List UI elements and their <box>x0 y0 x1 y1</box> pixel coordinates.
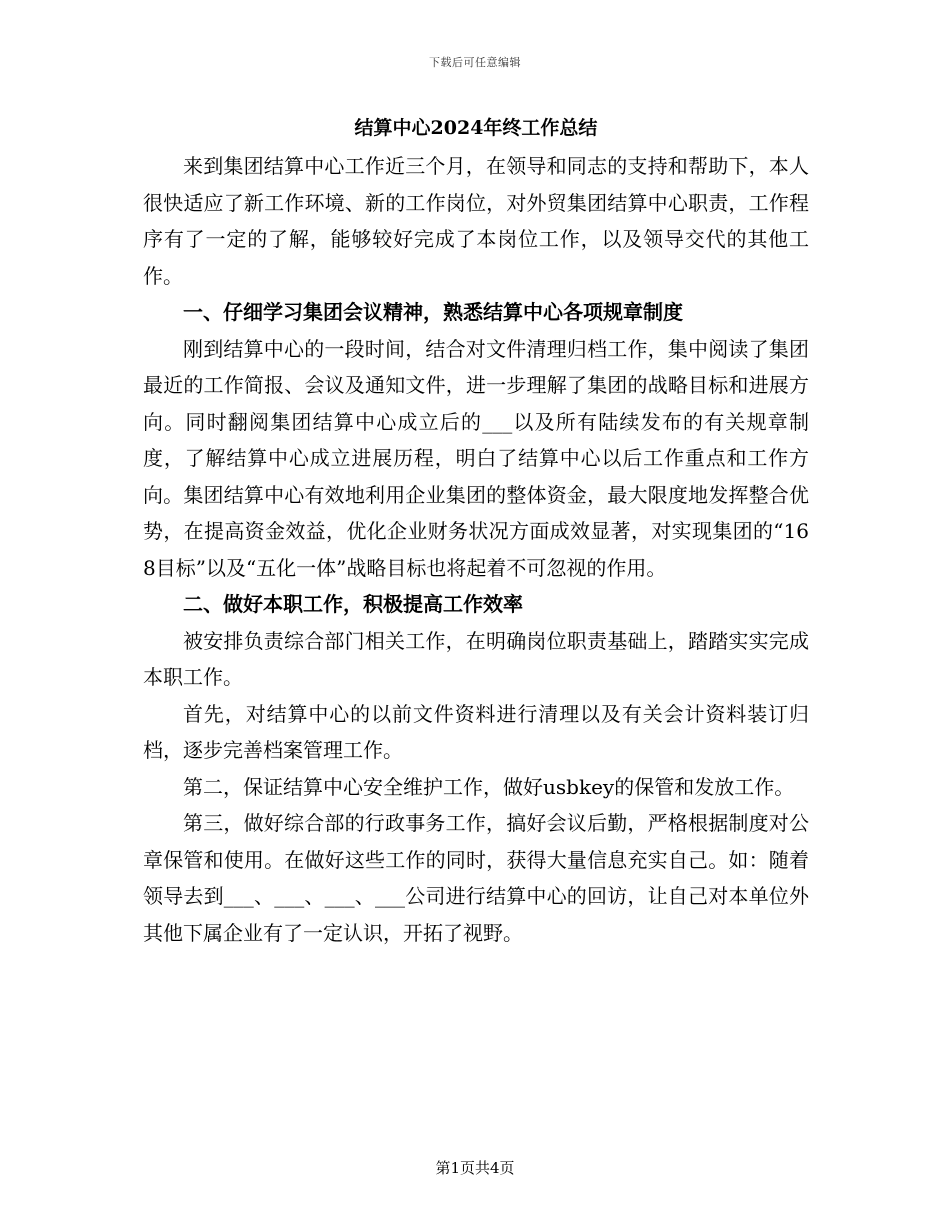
section-heading-2: 二、做好本职工作，积极提高工作效率 <box>183 592 523 616</box>
page-header-note: 下载后可任意编辑 <box>429 56 521 69</box>
paragraph-second: 第二，保证结算中心安全维护工作，做好usbkey的保管和发放工作。 <box>183 774 795 799</box>
document-body <box>143 108 809 951</box>
section-heading-1: 一、仔细学习集团会议精神，熟悉结算中心各项规章制度 <box>183 300 683 324</box>
paragraph-first: 首先，对结算中心的以前文件资料进行清理以及有关会计资料装订归档，逐步完善档案管理工作。 <box>143 701 809 762</box>
paragraph-intro: 来到集团结算中心工作近三个月，在领导和同志的支持和帮助下，本人很快适应了新工作环境、新的工作岗位，对外贸集团结算中心职责，工作程序有了一定的了解，能够较好完成了本岗位工作，以及领导交代的其他工作。 <box>143 154 809 288</box>
paragraph-section-1: 刚到结算中心的一段时间，结合对文件清理归档工作，集中阅读了集团最近的工作简报、会议及通知文件，进一步理解了集团的战略目标和进展方向。同时翻阅集团结算中心成立后的___以及所有陆续发布的有关规章制度，了解结算中心成立进展历程，明白了结算中心以后工作重点和工作方向。集团结算中心有效地利用企业集团的整体资金，最大限度地发挥整合优势，在提高资金效益，优化企业财务状况方面成效显著，对实现集团的“168目标”以及“五化一体”战略目标也将起着不可忽视的作用。 <box>143 336 809 580</box>
paragraph-duty: 被安排负责综合部门相关工作，在明确岗位职责基础上，踏踏实实完成本职工作。 <box>143 628 809 689</box>
page-number: 第1页共4页 <box>435 1159 515 1177</box>
paragraph-third: 第三，做好综合部的行政事务工作，搞好会议后勤，严格根据制度对公章保管和使用。在做好这些工作的同时，获得大量信息充实自己。如：随着领导去到___、___、___、___公司进行结算中心的回访，让自己对本单位外其他下属企业有了一定认识，开拓了视野。 <box>143 811 809 945</box>
document-title: 结算中心2024年终工作总结 <box>354 117 598 139</box>
